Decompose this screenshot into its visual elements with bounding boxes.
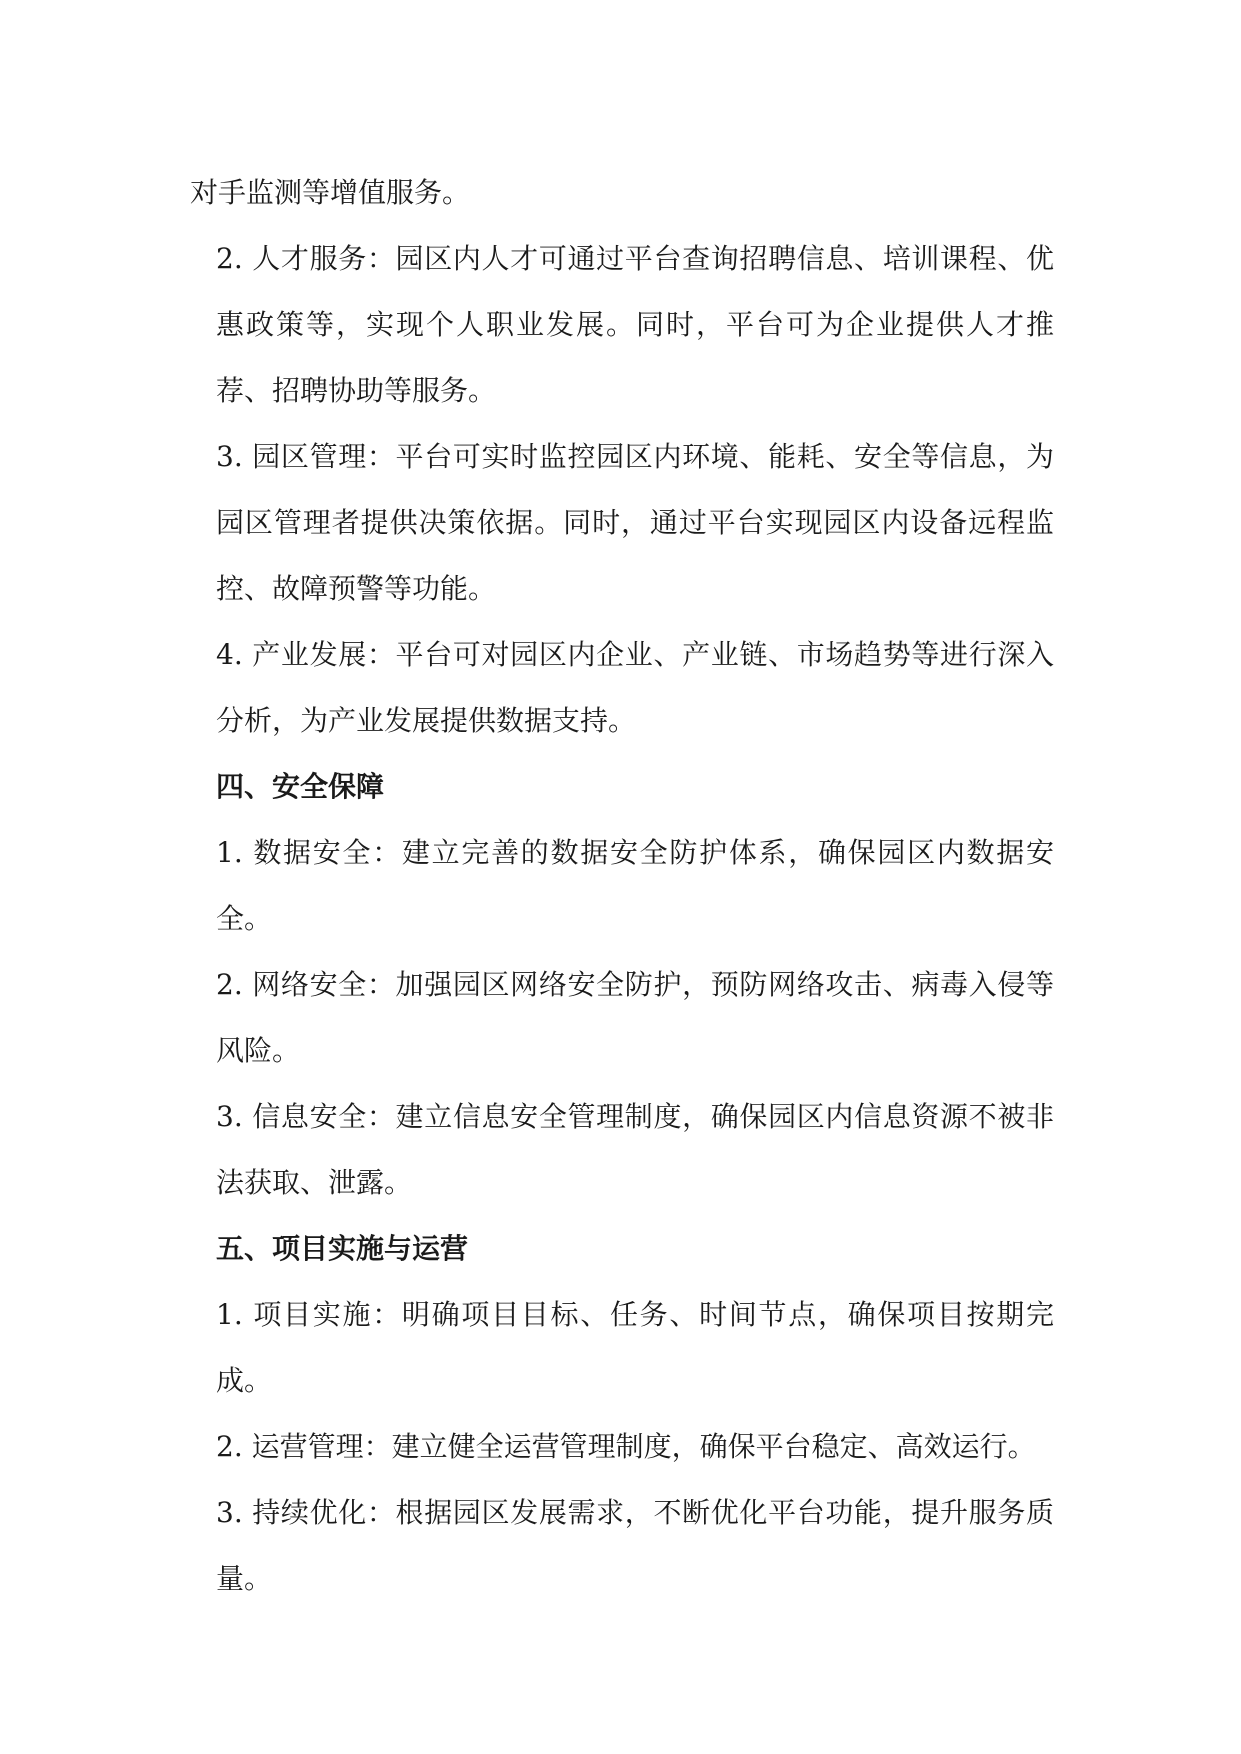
paragraph-continuation bbox=[190, 160, 1054, 226]
paragraph-text: 1. 项目实施：明确项目目标、任务、时间节点，确保项目按期完成。 bbox=[216, 1298, 1054, 1397]
paragraph-operations-management bbox=[190, 1414, 1054, 1480]
paragraph-data-security bbox=[190, 820, 1054, 952]
paragraph-park-management bbox=[190, 424, 1054, 622]
section-heading-security bbox=[190, 754, 1054, 820]
paragraph-text: 2. 人才服务：园区内人才可通过平台查询招聘信息、培训课程、优惠政策等，实现个人职业发展。同时，平台可为企业提供人才推荐、招聘协助等服务。 bbox=[216, 242, 1054, 407]
paragraph-information-security bbox=[190, 1084, 1054, 1216]
paragraph-text: 3. 园区管理：平台可实时监控园区内环境、能耗、安全等信息，为园区管理者提供决策依据。同时，通过平台实现园区内设备远程监控、故障预警等功能。 bbox=[216, 440, 1054, 605]
paragraph-project-implementation bbox=[190, 1282, 1054, 1414]
paragraph-continuous-optimization bbox=[190, 1480, 1054, 1612]
paragraph-industry-development bbox=[190, 622, 1054, 754]
paragraph-network-security bbox=[190, 952, 1054, 1084]
paragraph-text: 1. 数据安全：建立完善的数据安全防护体系，确保园区内数据安全。 bbox=[216, 836, 1054, 935]
paragraph-text: 3. 信息安全：建立信息安全管理制度，确保园区内信息资源不被非法获取、泄露。 bbox=[216, 1100, 1054, 1199]
paragraph-talent-services bbox=[190, 226, 1054, 424]
paragraph-text: 2. 运营管理：建立健全运营管理制度，确保平台稳定、高效运行。 bbox=[216, 1430, 1036, 1463]
paragraph-text: 2. 网络安全：加强园区网络安全防护，预防网络攻击、病毒入侵等风险。 bbox=[216, 968, 1054, 1067]
heading-text: 五、项目实施与运营 bbox=[216, 1232, 469, 1265]
paragraph-text: 对手监测等增值服务。 bbox=[190, 176, 471, 209]
paragraph-text: 4. 产业发展：平台可对园区内企业、产业链、市场趋势等进行深入分析，为产业发展提供数据支持。 bbox=[216, 638, 1054, 737]
paragraph-text: 3. 持续优化：根据园区发展需求，不断优化平台功能，提升服务质量。 bbox=[216, 1496, 1054, 1595]
section-heading-implementation bbox=[190, 1216, 1054, 1282]
heading-text: 四、安全保障 bbox=[216, 770, 385, 803]
document-page bbox=[190, 160, 1054, 1612]
